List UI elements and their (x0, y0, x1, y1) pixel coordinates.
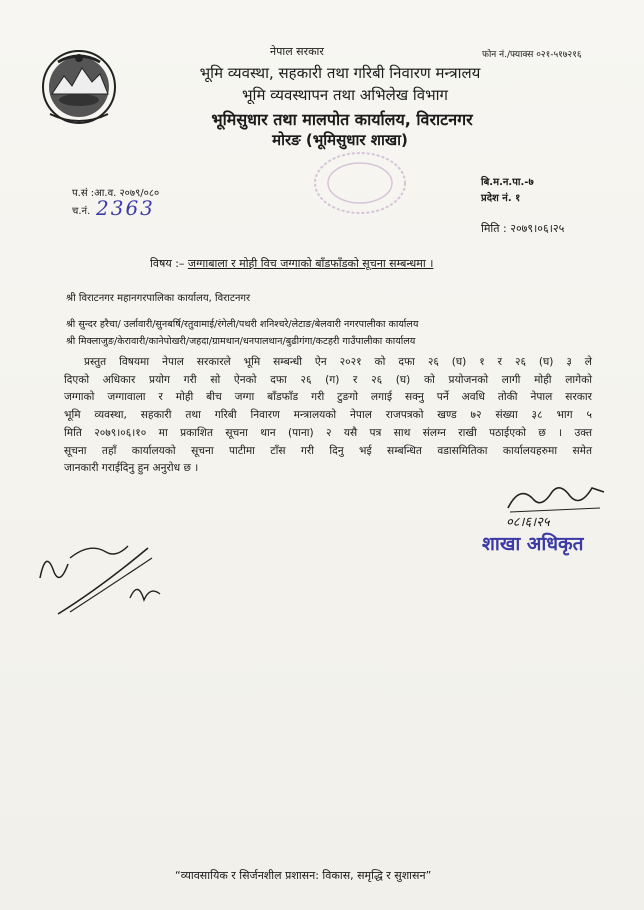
dispatch-label: च.नं. (72, 206, 91, 217)
letter-number: प.सं :आ.व. २०७९/०८० (72, 188, 160, 199)
officer-title-stamp: शाखा अधिकृत (482, 533, 584, 555)
body-line: दिएको अधिकार प्रयोग गरी सो ऐनको दफा २६ (ग) र २६ (घ) को प्रयोजनको लागी मोही लागेको (64, 373, 592, 386)
nepal-emblem-logo (38, 48, 120, 126)
body-line: प्रस्तुत विषयमा नेपाल सरकारले भूमि सम्बन्धी ऐन २०२१ को दफा २६ (घ) १ र २६ (घ) ३ ले (84, 356, 592, 368)
phone-fax: फोन नं./फ्याक्स ०२१-५१७२१६ (482, 50, 582, 60)
government-name: नेपाल सरकार (270, 45, 324, 58)
ministry-name: भूमि व्यवस्था, सहकारी तथा गरिबी निवारण मन्त्रालय (199, 64, 481, 82)
body-line: सूचना तहाँ कार्यालयको सूचना पाटीमा टाँस गरी दिनु भई सम्बन्धित वडासमितिका कार्यालयहरुमा समेत (64, 444, 592, 457)
municipality-code: बि.म.न.पा.-७ (481, 177, 534, 188)
body-line: भूमि व्यवस्था, सहकारी तथा गरिबी निवारण मन्त्रालयको नेपाल राजपत्रको खण्ड ७२ संख्या ३८ भाग ५ (64, 409, 592, 422)
handwritten-signature (30, 528, 180, 618)
subject-line (150, 256, 433, 271)
footer-slogan: “व्यावसायिक र सिर्जनशील प्रशासन: विकास, समृद्धि र सुशासन” (175, 869, 432, 882)
letter-body (64, 354, 592, 478)
section-name: मोरङ (भूमिसुधार शाखा) (272, 131, 408, 149)
province-number: प्रदेश नं. १ (481, 193, 521, 204)
subject-label: विषय :– (150, 257, 185, 270)
office-name: भूमिसुधार तथा मालपोत कार्यालय, विराटनगर (211, 110, 473, 129)
body-line: जानकारी गराईदिनु हुन अनुरोध छ । (64, 462, 199, 475)
dispatch-number: 2363 (96, 196, 155, 220)
recipient-line: श्री सुन्दर हरैचा/ उर्लावारी/सुनबर्षि/रतुवामाई/रंगेली/पथरी शनिश्चरे/लेटाङ/बेलवारी नगरपालीका कार्यालय (66, 319, 419, 330)
body-line: जग्गाको जग्गावाला र मोही बीच जग्गा बाँडफाँड गरी टुङगो लगाई सक्नु पर्ने अवधि तोकी नेपाल सरकार (64, 391, 592, 404)
letter-date: मिति : २०७९।०६।२५ (481, 222, 565, 235)
recipient-line: श्री विराटनगर महानगरपालिका कार्यालय, विराटनगर (66, 293, 251, 304)
department-name: भूमि व्यवस्थापन तथा अभिलेख विभाग (242, 86, 448, 104)
subject-text: जग्गाबाला र मोही विच जग्गाको बाँडफाँडको सूचना सम्बन्धमा । (187, 257, 434, 270)
faint-office-seal (290, 148, 430, 218)
recipient-line: श्री मिक्लाजुङ/केरावारी/कानेपोखरी/जहदा/ग्रामथान/धनपालथान/बुढीगंगा/कटहरी गाउँपालीका कार्यालय (66, 336, 416, 347)
body-line: मिति २०७९।०६।१० मा प्रकाशित सूचना थान (पाना) २ यसै पत्र साथ संलग्न राखी पठाईएको छ । उक्त (64, 426, 592, 439)
signature-date: ०८।६।२५ (506, 515, 550, 530)
